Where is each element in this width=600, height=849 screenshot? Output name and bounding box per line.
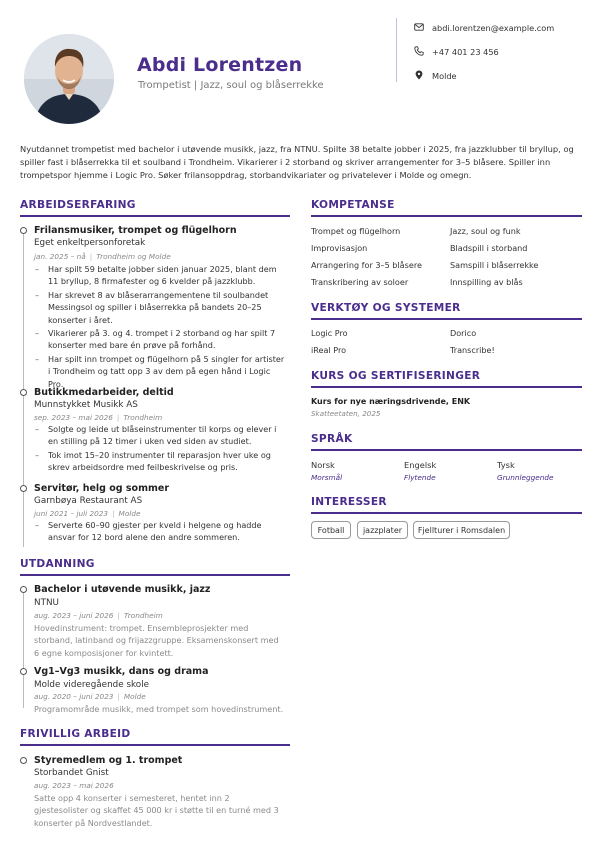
resume-header [0,0,600,140]
timeline-dot [20,389,27,396]
timeline-line [23,592,24,708]
cert-title: Kurs for nye næringsdrivende, ENK [311,397,471,406]
interest-chip: Fjellturer i Romsdalen [413,521,510,539]
language-name: Tysk [497,460,515,470]
section-rule [311,386,582,388]
language-name: Engelsk [404,460,437,470]
education-degree: Bachelor i utøvende musikk, jazz [34,584,211,595]
interest-chip: jazzplater [357,521,408,539]
section-rule [311,449,582,451]
job-place: Molde [118,509,141,518]
candidate-tagline: Trompetist | Jazz, soul og blåserrekke [138,80,324,91]
section-heading-experience: ARBEIDSERFARING [20,199,136,211]
skill-item: Jazz, soul og funk [450,226,521,236]
job-employer: Garnbøya Restaurant AS [34,496,143,506]
job-bullet: – Har skrevet 8 av blåserarrangementene til soulbandet Messingsol og spiller i blåserrekka på bandets 20–25 konserter i året. [34,289,286,326]
section-rule [311,215,582,217]
skill-item: Bladspill i storband [450,243,528,253]
language-level: Flytende [404,473,436,482]
job-bullets [34,423,286,475]
candidate-name: Abdi Lorentzen [137,54,303,76]
education-place: Molde [123,692,146,701]
education-description: Hovedinstrument: trompet. Ensembleprosjekter med storband, latinband og frijazzgruppe. Eksamenskonsert med 6 egne komposisjoner for kvintett. [34,623,279,658]
job-meta: juni 2021 – juli 2023 | Molde [34,509,141,518]
tool-item: iReal Pro [311,345,347,355]
location-pin-icon [414,70,424,82]
timeline-dot [20,668,27,675]
job-bullet: – Vikarierer på 3. og 4. trompet i 2 storband og har spilt 7 konserter med bare én prøve på forhånd. [34,327,286,352]
section-heading-education: UTDANNING [20,558,95,570]
section-heading-languages: SPRÅK [311,433,353,445]
education-school: NTNU [34,598,59,608]
phone-text: +47 401 23 456 [432,47,499,57]
skill-item: Arrangering for 3–5 blåsere [311,260,422,270]
job-bullet: – Tok imot 15–20 instrumenter til reparasjon hver uke og skrev arbeidsordre med feilbeskrivelse og pris. [34,449,286,474]
job-meta: sep. 2023 – mai 2026 | Trondheim [34,413,163,422]
language-name: Norsk [311,460,335,470]
job-bullets [34,519,286,545]
skill-item: Improvisasjon [311,243,368,253]
section-rule [311,318,582,320]
timeline-dot [20,757,27,764]
education-school: Molde videregående skole [34,680,150,690]
header-divider [396,18,397,82]
tool-item: Transcribe! [450,345,495,355]
job-employer: Munnstykket Musikk AS [34,400,138,410]
contact-location [414,70,457,82]
section-rule [20,744,290,746]
tool-item: Dorico [450,328,477,338]
job-title: Frilansmusiker, trompet og flügelhorn [34,225,237,236]
location-text: Molde [432,71,457,81]
education-degree: Vg1–Vg3 musikk, dans og drama [34,666,209,677]
section-heading-interests: INTERESSER [311,496,387,508]
job-dates: juni 2021 – juli 2023 [34,509,109,518]
language-level: Grunnleggende [497,473,554,482]
job-bullets [34,263,286,391]
volunteer-role: Styremedlem og 1. trompet [34,755,183,766]
job-employer: Eget enkeltpersonforetak [34,238,146,248]
section-heading-tools: VERKTØY OG SYSTEMER [311,302,461,314]
volunteer-dates: aug. 2023 – mai 2026 [34,781,114,790]
timeline-dot [20,227,27,234]
job-dates: sep. 2023 – mai 2026 [34,413,113,422]
job-place: Trondheim [123,413,163,422]
section-heading-certs: KURS OG SERTIFISERINGER [311,370,481,382]
volunteer-org: Storbandet Gnist [34,768,109,778]
skill-item: Innspilling av blås [450,277,523,287]
contact-phone[interactable] [414,46,499,58]
section-rule [311,512,582,514]
skill-item: Transkribering av soloer [311,277,409,287]
section-heading-skills: KOMPETANSE [311,199,395,211]
section-rule [20,574,290,576]
volunteer-description: Satte opp 4 konserter i semesteret, hentet inn 2 gjestesolister og skaffet 45 000 kr i støtte til en turné med 3 konserter på Nordvestlandet. [34,793,279,828]
job-bullet: – Serverte 60–90 gjester per kveld i helgene og hadde ansvar for 12 bord alene den andre sommeren. [34,519,286,544]
section-heading-volunteer: FRIVILLIG ARBEID [20,728,131,740]
profile-photo [24,34,114,124]
education-dates: aug. 2023 – juni 2026 [34,611,114,620]
education-dates: aug. 2020 – juni 2023 [34,692,114,701]
contact-email[interactable] [414,22,554,34]
envelope-icon [414,22,424,34]
education-description: Programområde musikk, med trompet som hovedinstrument. [34,704,284,714]
skill-item: Samspill i blåserrekke [450,260,539,270]
language-level: Morsmål [311,473,343,482]
job-bullet: – Har spilt inn trompet og flügelhorn på 5 singler for artister i Trondheim og tatt opp 3 av dem på egen hånd i Logic Pro. [34,353,286,390]
timeline-dot [20,586,27,593]
profile-summary: Nyutdannet trompetist med bachelor i utøvende musikk, jazz, fra NTNU. Spilte 38 betalte jobber i 2025, fra jazzklubber til bryllup, og spiller fast i blåserrekka til et soulband i Trondheim. Vikarierer i 2 storband og skriver arrangementer for 3–5 blåsere. Spiller inn trompetspor hjemme i Logic Pro. Søker frilansoppdrag, storbandvikariater og privatelever i Molde og omegn. [20,144,574,180]
job-meta: jan. 2025 – nå | Trondheim og Molde [34,252,171,261]
skill-item: Trompet og flügelhorn [311,226,401,236]
education-meta: aug. 2023 – juni 2026 | Trondheim [34,611,163,620]
job-dates: jan. 2025 – nå [34,252,86,261]
education-place: Trondheim [123,611,163,620]
job-bullet: – Har spilt 59 betalte jobber siden januar 2025, blant dem 11 bryllup, 8 firmafester og 6 kvelder på jazzklubb. [34,263,286,288]
email-text: abdi.lorentzen@example.com [432,23,555,33]
interest-chip: Fotball [311,521,351,539]
job-place: Trondheim og Molde [96,252,171,261]
section-rule [20,215,290,217]
job-title: Butikkmedarbeider, deltid [34,387,174,398]
job-bullet: – Solgte og leide ut blåseinstrumenter til korps og elever i en stilling på 12 timer i uken ved siden av studiet. [34,423,286,448]
tool-item: Logic Pro [311,328,348,338]
job-title: Servitør, helg og sommer [34,483,170,494]
cert-issuer: Skatteetaten, 2025 [311,409,381,418]
timeline-dot [20,485,27,492]
phone-icon [414,46,424,58]
education-meta: aug. 2020 – juni 2023 | Molde [34,692,146,701]
